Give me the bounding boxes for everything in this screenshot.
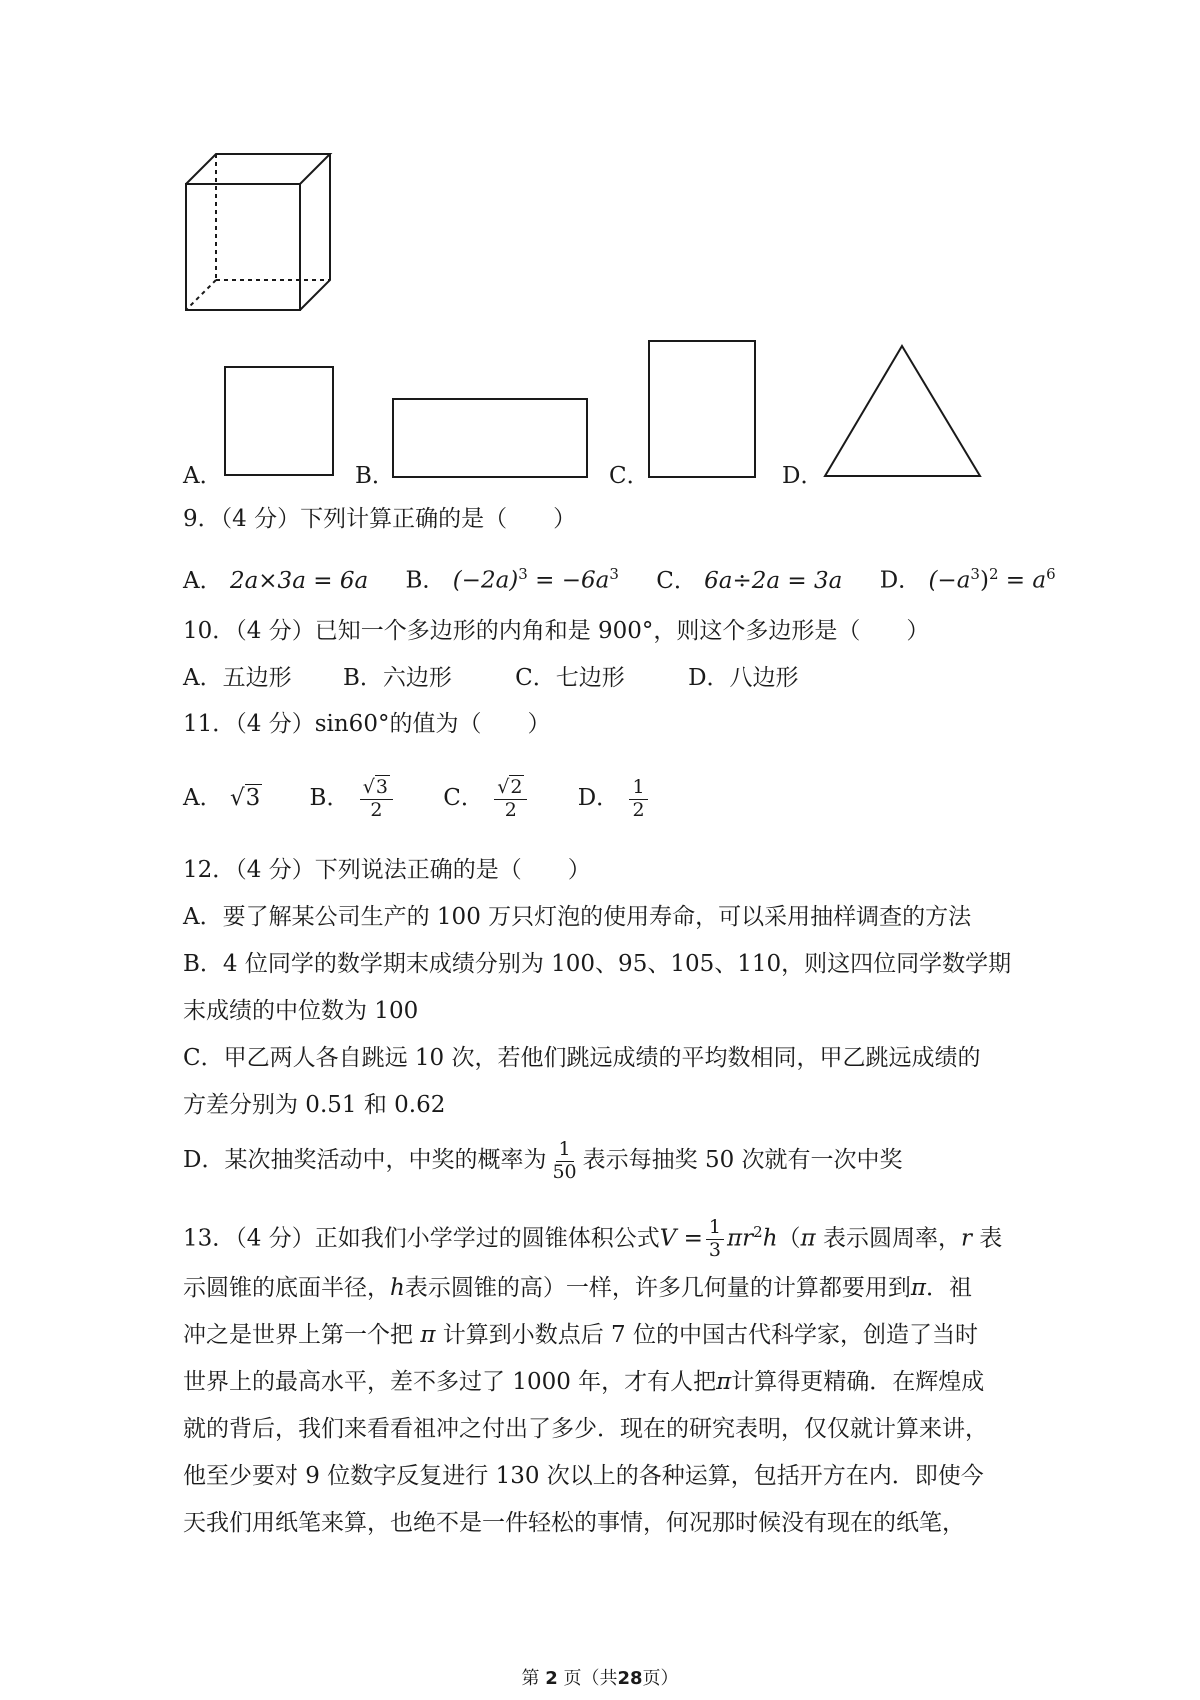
q11-b-radicand: 3 — [375, 775, 388, 798]
q13-l2-pi: π — [910, 1275, 926, 1301]
q13-l2-end: ．祖 — [925, 1275, 972, 1301]
q9-c-label: C． — [656, 567, 697, 594]
q13-l2-h: h — [390, 1275, 405, 1301]
q11-a-radicand: 3 — [245, 785, 261, 811]
q9-option-b: B． $(-2a)^3 = -6a^3$ — [405, 565, 619, 594]
q10-option-c: C．七边形 — [515, 665, 625, 691]
q13-l4-pi: π — [716, 1369, 732, 1395]
q9-b-rhs-exp: 3 — [609, 565, 619, 583]
q9-option-c: C． 6a÷2a = 3a — [656, 567, 843, 594]
q11-option-a: A． √3 — [183, 785, 261, 811]
q9-d-base: (−a — [928, 567, 971, 594]
q12-option-c-line2: 方差分别为 0.51 和 0.62 — [183, 1092, 446, 1118]
page-footer — [0, 1664, 1200, 1690]
q11-a-label: A． — [183, 785, 223, 811]
q10-option-b: B．六边形 — [342, 665, 452, 691]
q8-option-d-label: D． — [782, 463, 824, 489]
q11-d-label: D． — [577, 785, 620, 811]
q13-l3-pi: π — [420, 1322, 436, 1348]
q13-l1-paren: （ — [777, 1225, 801, 1252]
q11-d-num: 1 — [629, 777, 647, 800]
q9-a-rhs: 6a — [339, 567, 369, 594]
q9-b-label: B． — [405, 567, 446, 594]
q11-option-c: C． $\frac{√2}{2}$ — [443, 770, 530, 826]
q10-options — [183, 662, 799, 694]
q12-d-after: 表示每抽奖 50 次就有一次中奖 — [582, 1147, 903, 1173]
q9-d-outer-exp: 2 — [988, 565, 999, 583]
q13-l1-pi: π — [800, 1225, 816, 1252]
footer-suffix: 页） — [642, 1668, 679, 1689]
q13-line5: 就的背后，我们来看看祖冲之付出了多少．现在的研究表明，仅仅就计算来讲， — [183, 1416, 988, 1442]
q9-b-exp: 3 — [518, 565, 528, 583]
q12-d-before: D．某次抽奖活动中，中奖的概率为 — [183, 1147, 547, 1173]
option-b-rectangle — [392, 398, 590, 480]
q13-formula-num: 1 — [706, 1217, 724, 1240]
q13-formula-h: h — [762, 1225, 778, 1252]
q9-d-label: D． — [879, 567, 922, 594]
q8-option-a-label: A． — [183, 463, 223, 489]
q9-c-rhs: 3a — [814, 567, 843, 594]
q9-d-rhs: a — [1032, 567, 1047, 594]
footer-prefix: 第 — [521, 1668, 540, 1689]
q13-l1-before: 13．（4 分）正如我们小学学过的圆锥体积公式 — [183, 1225, 660, 1252]
option-d-triangle — [822, 344, 984, 480]
footer-mid: 页（共 — [563, 1668, 618, 1689]
q12-stem: 12．（4 分）下列说法正确的是（ ） — [183, 857, 591, 883]
q13-formula-lhs: V = — [659, 1225, 703, 1252]
cube-figure — [180, 150, 340, 320]
q12-option-b-line1: B．4 位同学的数学期末成绩分别为 100、95、105、110，则这四位同学数学期 — [183, 951, 1012, 977]
q9-c-lhs: 6a÷2a — [704, 567, 781, 594]
q9-d-inner-exp: 3 — [970, 565, 980, 583]
q12-option-a: A．要了解某公司生产的 100 万只灯泡的使用寿命，可以采用抽样调查的方法 — [183, 904, 972, 930]
q13-formula-exp: 2 — [753, 1223, 763, 1241]
q11-b-label: B． — [309, 785, 350, 811]
q13-formula-den: 3 — [708, 1239, 722, 1262]
q11-options — [183, 770, 651, 826]
q13-l4-before: 世界上的最高水平，差不多过了 1000 年，才有人把 — [183, 1369, 717, 1395]
footer-page-number: 2 — [545, 1668, 558, 1689]
q13-l2-after: 表示圆锥的高）一样，许多几何量的计算都要用到 — [404, 1275, 911, 1301]
q11-stem: 11．（4 分）sin60°的值为（ ） — [183, 711, 551, 737]
q9-b-base: (−2a) — [452, 567, 519, 594]
q12-d-num: 1 — [556, 1139, 574, 1162]
q13-line1 — [183, 1204, 1002, 1267]
q11-option-b: B． $\frac{√3}{2}$ — [310, 770, 396, 826]
q11-b-den: 2 — [370, 798, 383, 821]
q13-l2-before: 示圆锥的底面半径， — [183, 1275, 390, 1301]
q9-a-label: A． — [183, 567, 223, 594]
q9-stem: 9．（4 分）下列计算正确的是（ ） — [183, 506, 577, 532]
q12-option-d — [183, 1132, 903, 1188]
q8-option-b-label: B． — [355, 463, 395, 489]
option-a-square — [224, 366, 336, 478]
q10-option-d: D．八边形 — [688, 665, 799, 691]
q12-option-c-line1: C．甲乙两人各自跳远 10 次，若他们跳远成绩的平均数相同，甲乙跳远成绩的 — [183, 1045, 981, 1071]
q9-options — [183, 558, 1056, 597]
q9-option-d: D． $(-a^3)^2 = a^6$ — [879, 565, 1056, 594]
q10-option-a: A．五边形 — [183, 665, 292, 691]
q11-c-radicand: 2 — [510, 775, 523, 798]
q11-option-d — [578, 770, 651, 826]
q13-line7: 天我们用纸笔来算，也绝不是一件轻松的事情，何况那时候没有现在的纸笔， — [183, 1510, 965, 1536]
q11-c-den: 2 — [504, 798, 517, 821]
q13-l4-after: 计算得更精确．在辉煌成 — [731, 1369, 985, 1395]
q13-formula-rhs: πr — [727, 1225, 754, 1252]
q9-option-a: A． 2a×3a = 6a — [183, 567, 369, 594]
q10-stem: 10．（4 分）已知一个多边形的内角和是 900°，则这个多边形是（ ） — [183, 618, 930, 644]
q9-d-rhs-exp: 6 — [1046, 565, 1056, 583]
q12-d-den: 50 — [552, 1160, 577, 1183]
q13-l1-r: r — [960, 1225, 972, 1252]
q13-l1-after2: 表示圆周率， — [822, 1225, 961, 1252]
q11-d-den: 2 — [632, 798, 645, 821]
q11-c-label: C． — [443, 785, 484, 811]
q8-option-c-label: C． — [609, 463, 650, 489]
option-c-rectangle — [648, 340, 758, 480]
q9-a-lhs: 2a×3a — [229, 567, 306, 594]
q13-l3-after: 计算到小数点后 7 位的中国古代科学家，创造了当时 — [435, 1322, 979, 1348]
q13-line2 — [183, 1272, 972, 1304]
q13-line6: 他至少要对 9 位数字反复进行 130 次以上的各种运算，包括开方在内．即使今 — [183, 1463, 984, 1489]
footer-total-pages: 28 — [617, 1668, 643, 1689]
q13-l1-after3: 表 — [979, 1225, 1003, 1252]
q13-line3 — [183, 1319, 978, 1351]
q9-b-rhs: −6a — [561, 567, 610, 594]
q13-line4 — [183, 1366, 984, 1398]
q12-option-b-line2: 末成绩的中位数为 100 — [183, 998, 419, 1024]
q13-l3-before: 冲之是世界上第一个把 — [183, 1322, 421, 1348]
